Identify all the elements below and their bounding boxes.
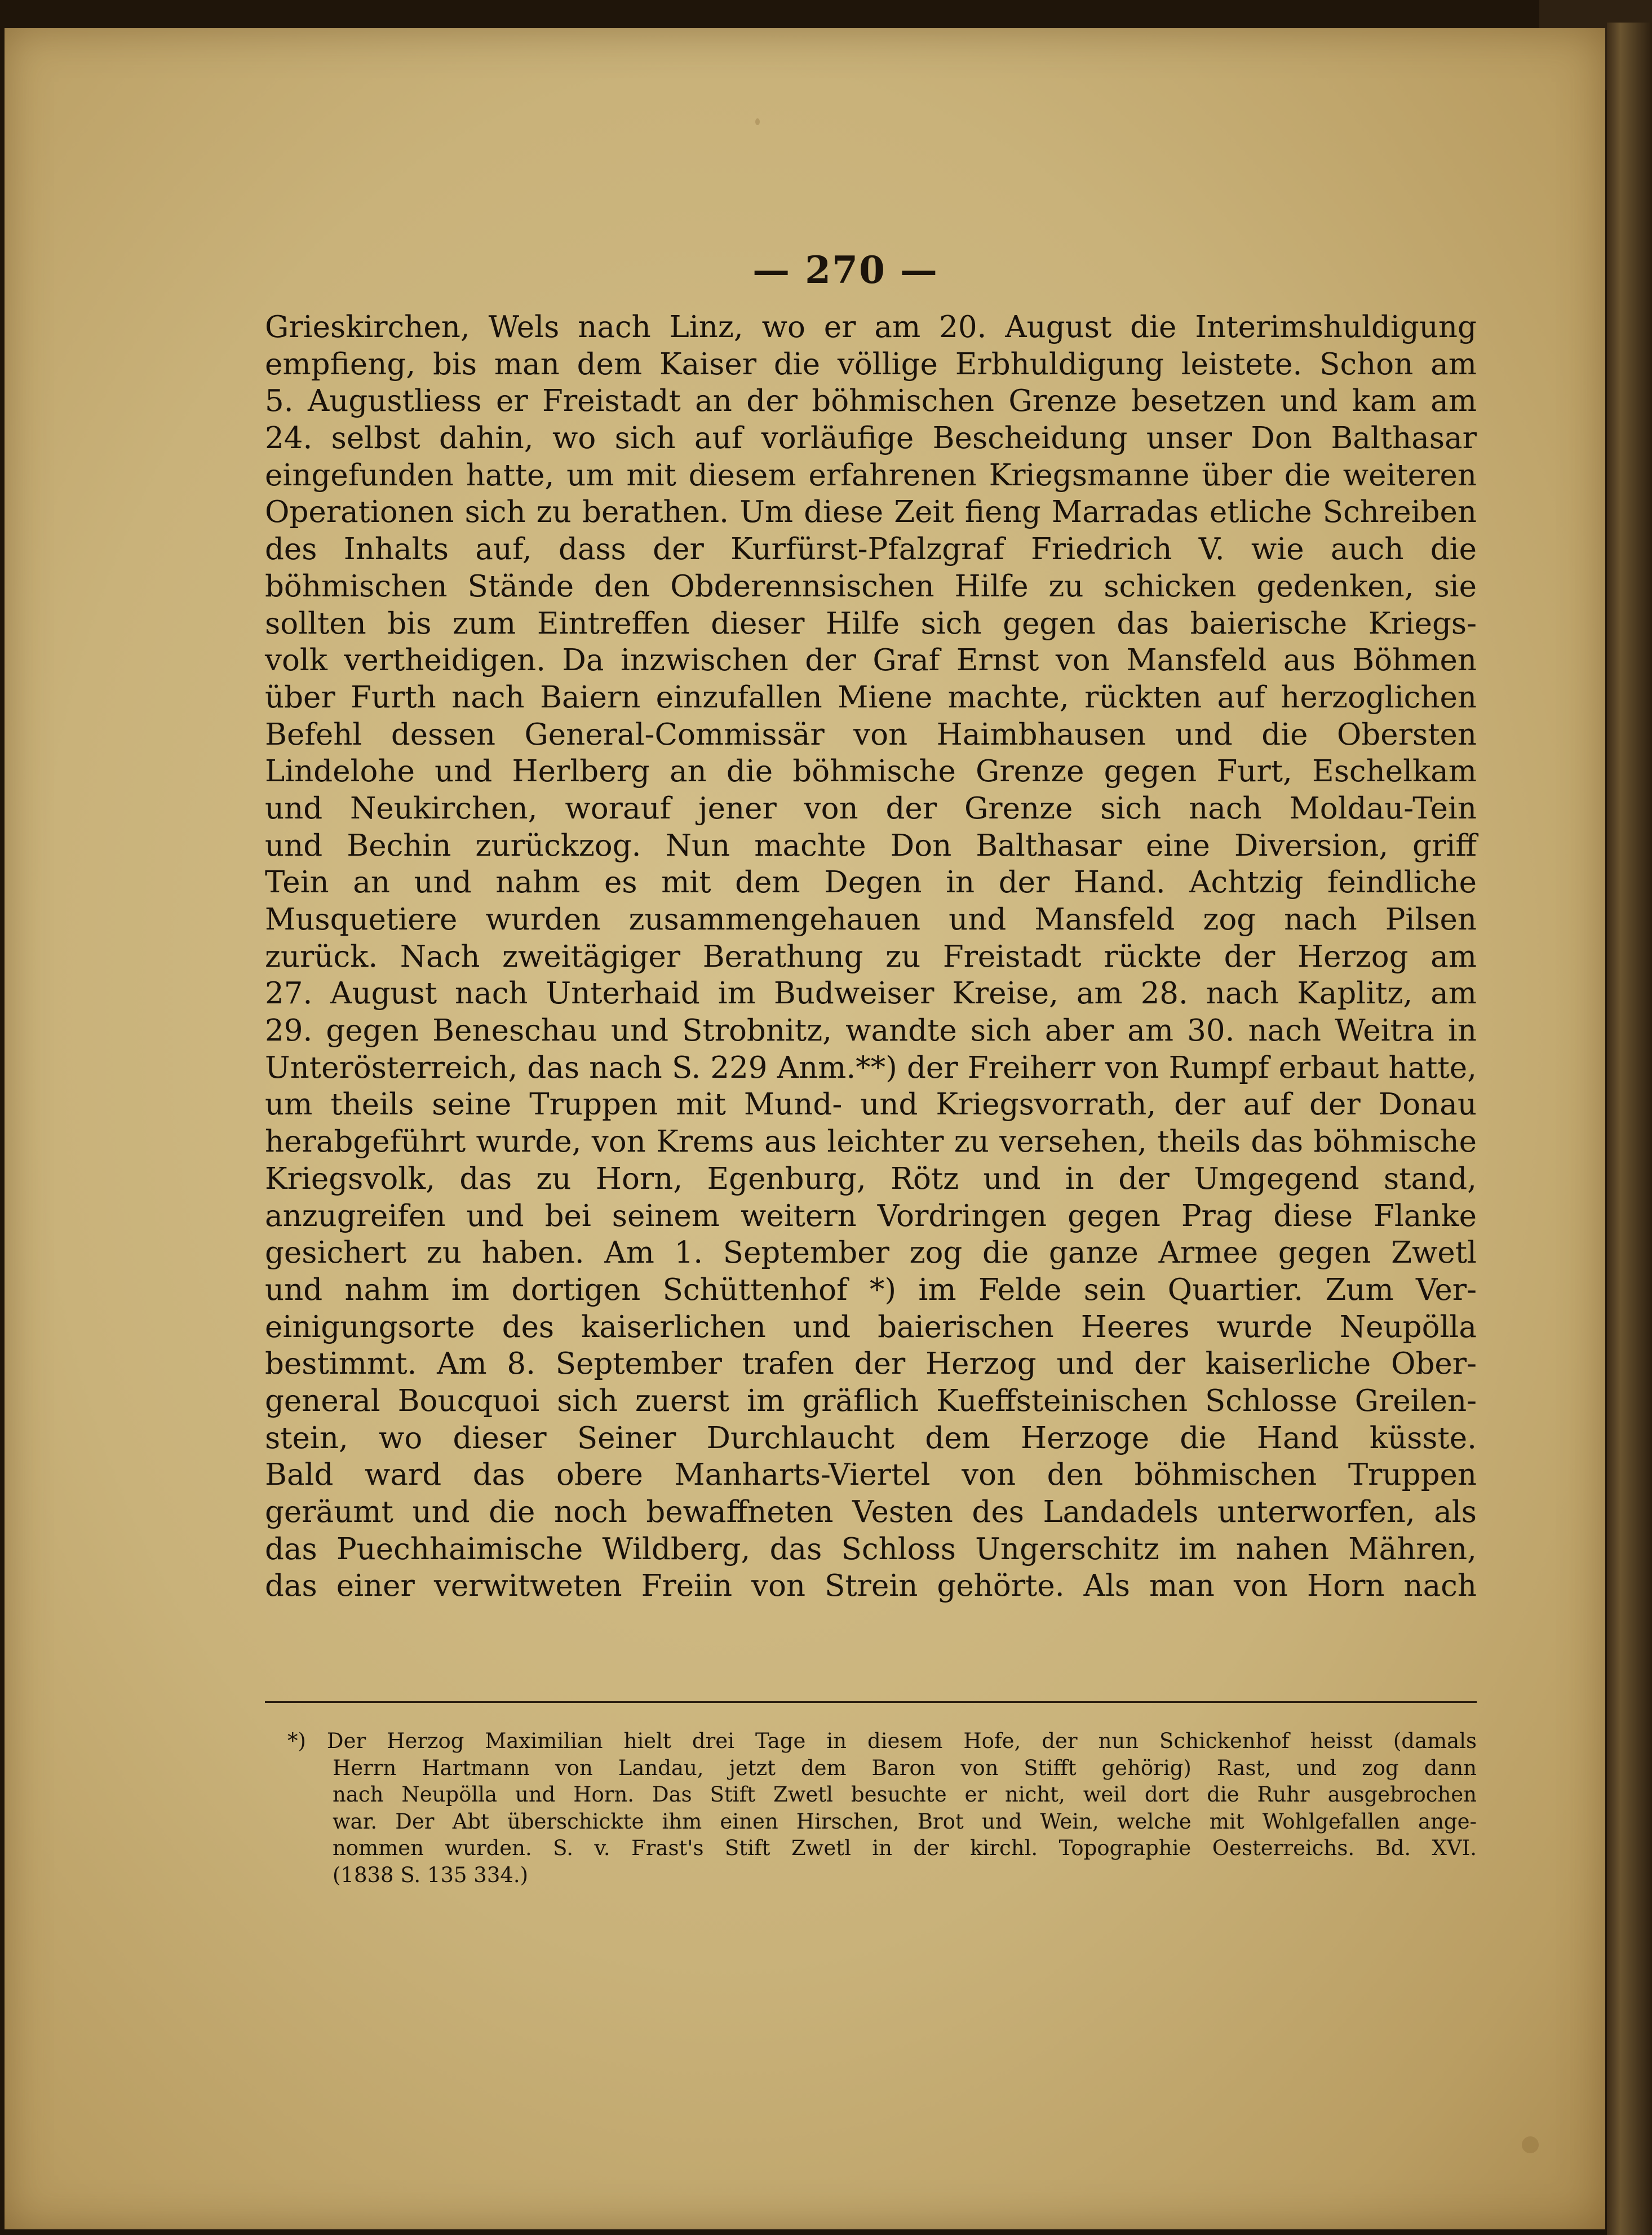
- text-line: 5. Augustliess er Freistadt an der böhmischen Grenze besetzen und kam am: [265, 384, 1477, 419]
- text-line: das einer verwitweten Freiin von Strein gehörte. Als man von Horn nach: [265, 1569, 1477, 1604]
- text-line: gesichert zu haben. Am 1. September zog die ganze Armee gegen Zwetl: [265, 1236, 1477, 1271]
- text-line: des Inhalts auf, dass der Kurfürst-Pfalzgraf Friedrich V. wie auch die: [265, 532, 1477, 567]
- text-line: 24. selbst dahin, wo sich auf vorläufige Bescheidung unser Don Balthasar: [265, 421, 1477, 456]
- main-text: [265, 309, 1477, 1605]
- text-line: anzugreifen und bei seinem weitern Vordringen gegen Prag diese Flanke: [265, 1198, 1477, 1233]
- text-line: Lindelohe und Herlberg an die böhmische Grenze gegen Furt, Eschelkam: [265, 754, 1477, 789]
- text-line: das Puechhaimische Wildberg, das Schloss Ungerschitz im nahen Mähren,: [265, 1532, 1477, 1566]
- text-line: Tein an und nahm es mit dem Degen in der Hand. Achtzig feindliche: [265, 865, 1477, 900]
- text-line: um theils seine Truppen mit Mund- und Kriegsvorrath, der auf der Donau: [265, 1087, 1477, 1122]
- text-line: Kriegsvolk, das zu Horn, Egenburg, Rötz und in der Umgegend stand,: [265, 1161, 1477, 1196]
- text-line: volk vertheidigen. Da inzwischen der Graf Ernst von Mansfeld aus Böhmen: [265, 643, 1477, 678]
- text-line: Operationen sich zu berathen. Um diese Zeit fieng Marradas etliche Schreiben: [265, 495, 1477, 530]
- text-line: über Furth nach Baiern einzufallen Miene machte, rückten auf herzoglichen: [265, 680, 1477, 715]
- text-line: general Boucquoi sich zuerst im gräflich Kueffsteinischen Schlosse Greilen-: [265, 1383, 1477, 1418]
- footnote-divider: [265, 1701, 1477, 1703]
- text-line: einigungsorte des kaiserlichen und baierischen Heeres wurde Neupölla: [265, 1309, 1477, 1344]
- text-line: eingefunden hatte, um mit diesem erfahrenen Kriegsmanne über die weiteren: [265, 458, 1477, 493]
- text-line: 29. gegen Beneschau und Strobnitz, wandte sich aber am 30. nach Weitra in: [265, 1014, 1477, 1048]
- text-line: sollten bis zum Eintreffen dieser Hilfe sich gegen das baierische Kriegs-: [265, 606, 1477, 641]
- footnote-line: Herrn Hartmann von Landau, jetzt dem Baron von Stifft gehörig) Rast, und zog dann: [333, 1755, 1477, 1780]
- text-line: böhmischen Stände den Obderennsischen Hilfe zu schicken gedenken, sie: [265, 569, 1477, 604]
- text-line: Unterösterreich, das nach S. 229 Anm.**) der Freiherr von Rumpf erbaut hatte,: [265, 1050, 1477, 1085]
- page-stain: [1522, 2136, 1539, 2153]
- text-line: empfieng, bis man dem Kaiser die völlige Erbhuldigung leistete. Schon am: [265, 347, 1477, 382]
- text-line: Grieskirchen, Wels nach Linz, wo er am 20. August die Interimshuldigung: [265, 310, 1477, 344]
- footnote-line: *) Der Herzog Maximilian hielt drei Tage in diesem Hofe, der nun Schickenhof heisst (damals: [287, 1729, 1477, 1753]
- text-line: zurück. Nach zweitägiger Berathung zu Freistadt rückte der Herzog am: [265, 939, 1477, 974]
- text-line: herabgeführt wurde, von Krems aus leichter zu versehen, theils das böhmische: [265, 1125, 1477, 1159]
- text-line: und nahm im dortigen Schüttenhof *) im Felde sein Quartier. Zum Ver-: [265, 1272, 1477, 1307]
- page-number: — 270 —: [752, 248, 938, 292]
- text-line: und Neukirchen, worauf jener von der Grenze sich nach Moldau-Tein: [265, 791, 1477, 826]
- footnote: [265, 1728, 1477, 1888]
- text-line: geräumt und die noch bewaffneten Vesten des Landadels unterworfen, als: [265, 1495, 1477, 1529]
- footnote-line: war. Der Abt überschickte ihm einen Hirschen, Brot und Wein, welche mit Wohlgefallen ange-: [333, 1809, 1477, 1834]
- text-line: und Bechin zurückzog. Nun machte Don Balthasar eine Diversion, griff: [265, 828, 1477, 863]
- footnote-line: (1838 S. 135 334.): [333, 1862, 529, 1887]
- text-line: Befehl dessen General-Commissär von Haimbhausen und die Obersten: [265, 717, 1477, 752]
- footnote-line: nommen wurden. S. v. Frast's Stift Zwetl in der kirchl. Topographie Oesterreichs. Bd. XVI.: [333, 1836, 1477, 1860]
- text-line: stein, wo dieser Seiner Durchlaucht dem Herzoge die Hand küsste.: [265, 1420, 1477, 1455]
- adjacent-page-edge: [1607, 23, 1652, 2235]
- text-line: 27. August nach Unterhaid im Budweiser Kreise, am 28. nach Kaplitz, am: [265, 976, 1477, 1011]
- text-line: bestimmt. Am 8. September trafen der Herzog und der kaiserliche Ober-: [265, 1347, 1477, 1382]
- footnote-line: nach Neupölla und Horn. Das Stift Zwetl besuchte er nicht, weil dort die Ruhr ausgebrochen: [333, 1782, 1477, 1807]
- text-line: Bald ward das obere Manharts-Viertel von den böhmischen Truppen: [265, 1458, 1477, 1493]
- page-stain: [755, 118, 760, 125]
- text-line: Musquetiere wurden zusammengehauen und Mansfeld zog nach Pilsen: [265, 902, 1477, 937]
